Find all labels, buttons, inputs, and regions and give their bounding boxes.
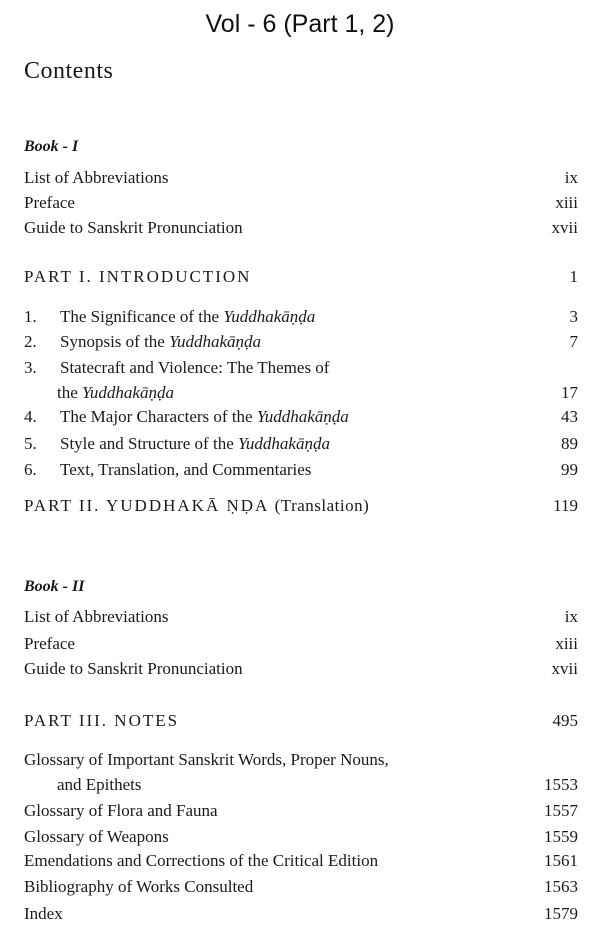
chapter-number: 4. bbox=[24, 407, 37, 426]
chapter-number: 2. bbox=[24, 332, 37, 351]
toc-entry-page: ix bbox=[564, 168, 578, 187]
toc-entry-page: 1559 bbox=[544, 827, 578, 846]
toc-entry-title-continued[interactable]: and Epithets bbox=[57, 775, 142, 794]
chapter-title[interactable]: Text, Translation, and Commentaries bbox=[60, 460, 312, 479]
book-2-label: Book - II bbox=[24, 578, 85, 595]
chapter-title[interactable]: Style and Structure of the Yuddhakāṇḍa bbox=[60, 434, 330, 453]
toc-entry-page: 43 bbox=[561, 407, 578, 426]
toc-entry-page: 7 bbox=[569, 332, 578, 351]
toc-entry-page: 17 bbox=[561, 383, 578, 402]
chapter-number: 5. bbox=[24, 434, 37, 453]
chapter-title[interactable]: Synopsis of the Yuddhakāṇḍa bbox=[60, 332, 262, 351]
toc-entry-page: xvii bbox=[551, 218, 578, 237]
toc-entry-page: xiii bbox=[555, 634, 578, 653]
toc-entry-page: 1557 bbox=[544, 801, 578, 820]
toc-entry-title[interactable]: Bibliography of Works Consulted bbox=[24, 877, 254, 896]
toc-entry-page: 119 bbox=[553, 496, 578, 515]
chapter-title[interactable]: The Significance of the Yuddhakāṇḍa bbox=[60, 307, 316, 326]
chapter-number: 3. bbox=[24, 358, 37, 377]
toc-entry-title[interactable]: Emendations and Corrections of the Critical Edition bbox=[24, 851, 379, 870]
volume-heading: Vol - 6 (Part 1, 2) bbox=[205, 10, 395, 38]
book-1-label: Book - I bbox=[24, 138, 79, 155]
toc-entry-title[interactable]: List of Abbreviations bbox=[24, 168, 169, 187]
toc-entry-page: xvii bbox=[551, 659, 578, 678]
toc-entry-title[interactable]: Glossary of Important Sanskrit Words, Proper Nouns, bbox=[24, 750, 389, 769]
chapter-title[interactable]: Statecraft and Violence: The Themes of bbox=[60, 358, 330, 377]
toc-entry-title[interactable]: Glossary of Flora and Fauna bbox=[24, 801, 218, 820]
contents-title: Contents bbox=[24, 58, 114, 84]
toc-entry-title[interactable]: Preface bbox=[24, 193, 75, 212]
toc-entry-page: 495 bbox=[552, 711, 578, 730]
toc-entry-page: 1561 bbox=[544, 851, 578, 870]
chapter-title[interactable]: The Major Characters of the Yuddhakāṇḍa bbox=[60, 407, 349, 426]
toc-entry-title[interactable]: Preface bbox=[24, 634, 75, 653]
toc-entry-page: 1553 bbox=[544, 775, 578, 794]
toc-entry-title[interactable]: Guide to Sanskrit Pronunciation bbox=[24, 218, 243, 237]
toc-entry-page: 1 bbox=[569, 267, 578, 286]
toc-entry-title[interactable]: Glossary of Weapons bbox=[24, 827, 169, 846]
chapter-number: 6. bbox=[24, 460, 37, 479]
toc-entry-page: xiii bbox=[555, 193, 578, 212]
part-1-heading[interactable]: PART I. INTRODUCTION bbox=[24, 267, 252, 286]
part-3-heading[interactable]: PART III. NOTES bbox=[24, 711, 180, 730]
toc-entry-title[interactable]: Index bbox=[24, 904, 63, 923]
toc-entry-page: 89 bbox=[561, 434, 578, 453]
part-2-heading[interactable]: PART II. YUDDHAKĀ ṆḌA (Translation) bbox=[24, 496, 370, 515]
toc-entry-page: 3 bbox=[569, 307, 578, 326]
toc-entry-title[interactable]: Guide to Sanskrit Pronunciation bbox=[24, 659, 243, 678]
toc-entry-page: 1563 bbox=[544, 877, 578, 896]
chapter-number: 1. bbox=[24, 307, 37, 326]
toc-entry-title[interactable]: List of Abbreviations bbox=[24, 607, 169, 626]
toc-entry-page: 1579 bbox=[544, 904, 578, 923]
toc-entry-page: 99 bbox=[561, 460, 578, 479]
toc-entry-page: ix bbox=[564, 607, 578, 626]
chapter-title-continued[interactable]: the Yuddhakāṇḍa bbox=[57, 383, 174, 402]
